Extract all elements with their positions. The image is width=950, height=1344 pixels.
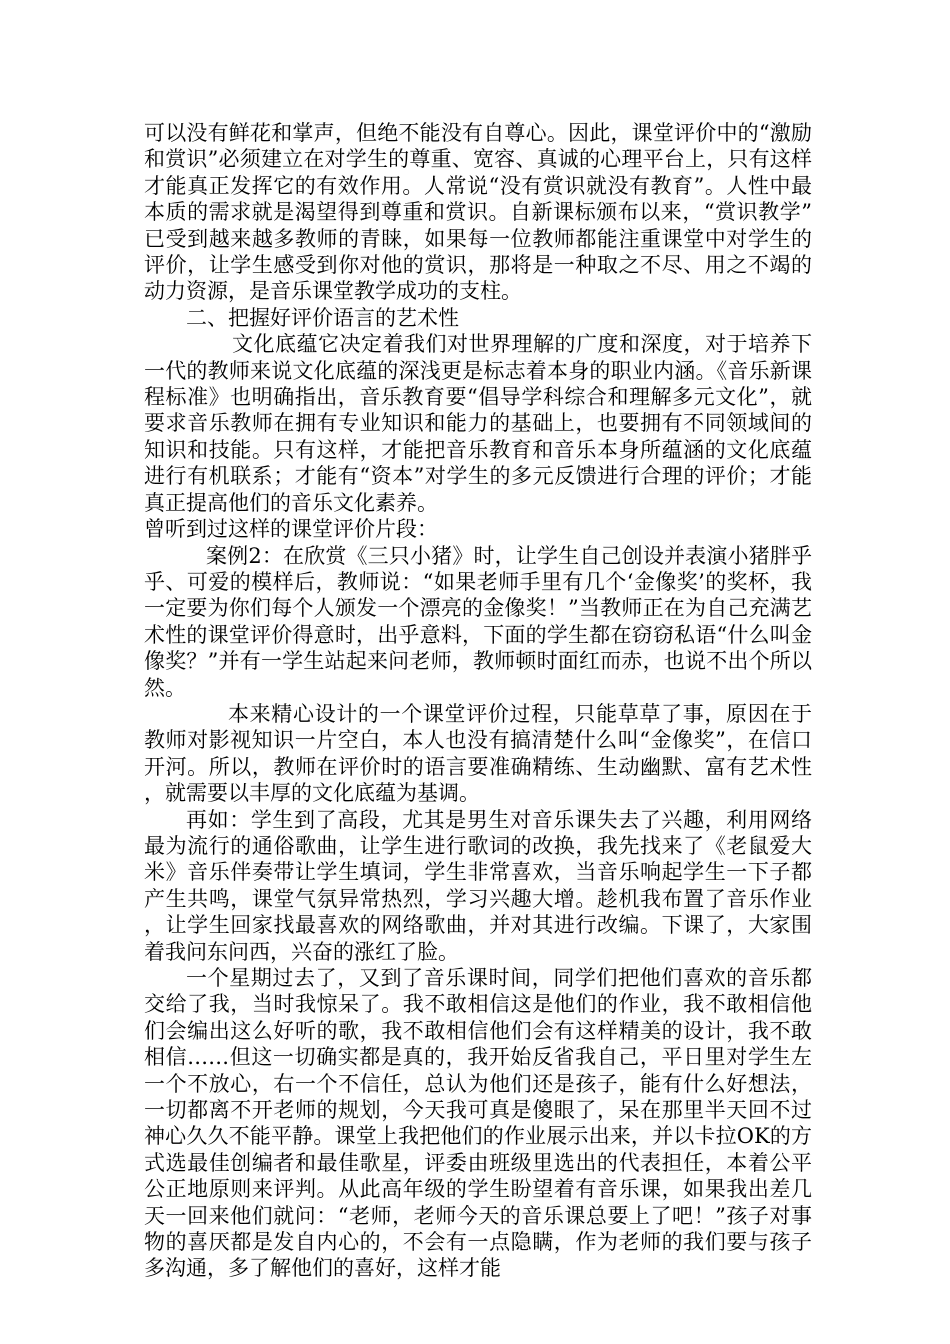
case-intro-line: 曾听到过这样的课堂评价片段： [144, 517, 438, 542]
body-paragraph-5: 一个星期过去了，又到了音乐课时间，同学们把他们喜欢的音乐都交给了我，当时我惊呆了。我不敢相信这是他们的作业，我不敢相信他们会编出这么好听的歌，我不敢相信他们会有这样精美的设计，我不敢相信……但这一切确实都是真的，我开始反省我自己，平日里对学生左一个不放心，右一个不信任，总认为他们还是孩子，能有什么好想法，一切都离不开老师的规划，今天我可真是傻眼了，呆在那里半天回不过神心久久不能平静。课堂上我把他们的作业展示出来，并以卡拉OK的方式选最佳创编者和最佳歌星，评委由班级里选出的代表担任，本着公平公正地原则来评判。从此高年级的学生盼望着有音乐课，如果我出差几天一回来他们就问：“老师，老师今天的音乐课总要上了吧！”孩子对事物的喜厌都是发自内心的，不会有一点隐瞒，作为老师的我们要与孩子多沟通，多了解他们的喜好，这样才能 [144, 966, 812, 1281]
body-paragraph-4: 再如：学生到了高段，尤其是男生对音乐课失去了兴趣，利用网络最为流行的通俗歌曲，让学生进行歌词的改换，我先找来了《老鼠爱大米》音乐伴奏带让学生填词，学生非常喜欢，当音乐响起学生一下子都产生共鸣，课堂气氛异常热烈，学习兴趣大增。趁机我布置了音乐作业，让学生回家找最喜欢的网络歌曲，并对其进行改编。下课了，大家围着我问东问西，兴奋的涨红了脸。 [144, 807, 812, 964]
body-paragraph-3: 本来精心设计的一个课堂评价过程，只能草草了事，原因在于教师对影视知识一片空白，本人也没有搞清楚什么叫“金像奖”，在信口开河。所以，教师在评价时的语言要准确精练、生动幽默、富有艺术性，就需要以丰厚的文化底蕴为基调。 [144, 701, 812, 806]
section-heading: 二、把握好评价语言的艺术性 [186, 305, 459, 330]
body-paragraph-1: 可以没有鲜花和掌声，但绝不能没有自尊心。因此，课堂评价中的“激励和赏识”必须建立在对学生的尊重、宽容、真诚的心理平台上，只有这样才能真正发挥它的有效作用。人常说“没有赏识就没有教育”。人性中最本质的需求就是渴望得到尊重和赏识。自新课标颁布以来，“赏识教学”已受到越来越多教师的青睐，如果每一位教师都能注重课堂中对学生的评价，让学生感受到你对他的赏识，那将是一种取之不尽、用之不竭的动力资源，是音乐课堂教学成功的支柱。 [144, 121, 812, 304]
body-paragraph-2: 文化底蕴它决定着我们对世界理解的广度和深度，对于培养下一代的教师来说文化底蕴的深浅更是标志着本身的职业内涵。《音乐新课程标准》也明确指出，音乐教育要“倡导学科综合和理解多元文化”，就要求音乐教师在拥有专业知识和能力的基础上，也要拥有不同领域间的知识和技能。只有这样，才能把音乐教育和音乐本身所蕴涵的文化底蕴进行有机联系；才能有“资本”对学生的多元反馈进行合理的评价；才能真正提高他们的音乐文化素养。 [144, 332, 812, 515]
document-page [144, 120, 812, 1282]
case-2-paragraph: 案例2：在欣赏《三只小猪》时，让学生自己创设并表演小猪胖乎乎、可爱的模样后，教师说：“如果老师手里有几个‘金像奖’的奖杯，我一定要为你们每个人颁发一个漂亮的金像奖！”当教师正在为自己充满艺术性的课堂评价得意时，出乎意料，下面的学生都在窃窃私语“什么叫金像奖？”并有一学生站起来问老师，教师顿时面红而赤，也说不出个所以然。 [144, 543, 812, 700]
